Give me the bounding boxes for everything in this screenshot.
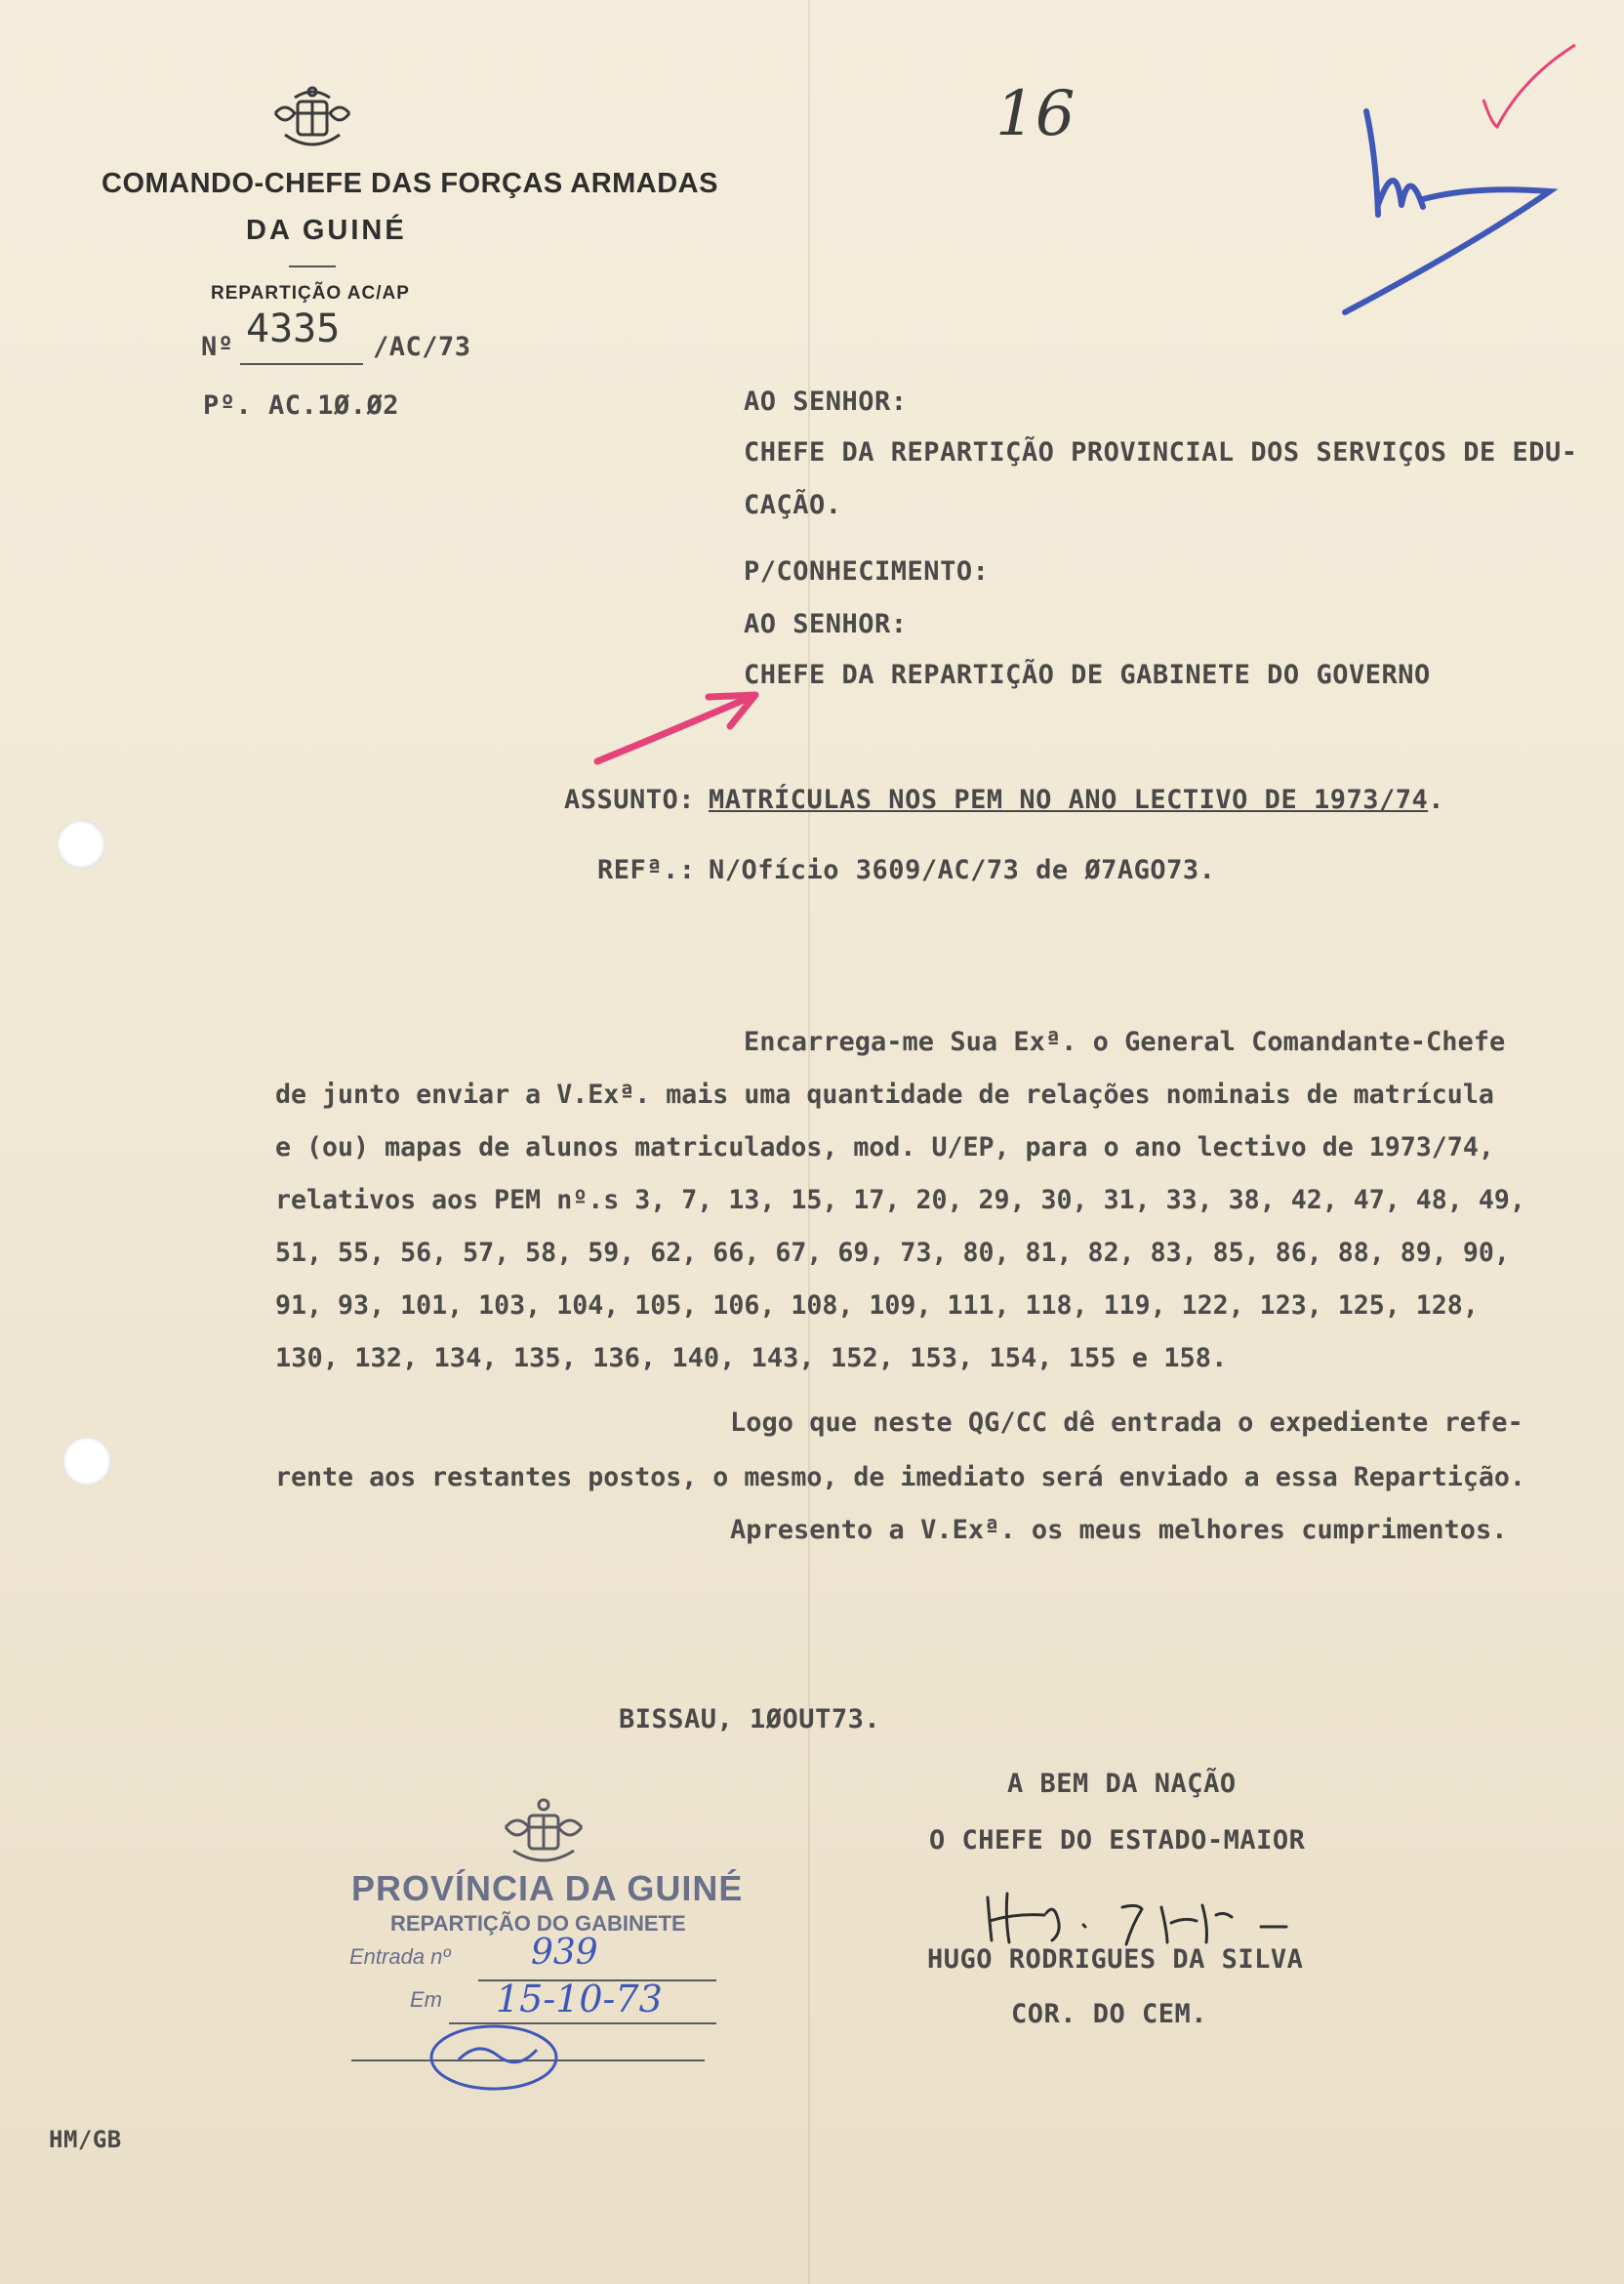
punch-hole-top [57, 820, 105, 869]
org-name-line1: COMANDO-CHEFE DAS FORÇAS ARMADAS [102, 168, 718, 199]
subject-label: ASSUNTO: [564, 785, 696, 815]
number-suffix: /AC/73 [373, 332, 471, 362]
stamp-office: REPARTIÇÃO DO GABINETE [390, 1911, 686, 1936]
place-date: BISSAU, 1ØOUT73. [619, 1704, 881, 1734]
header-divider [289, 265, 336, 267]
number-prefix: Nº [201, 332, 234, 362]
signatory-role: O CHEFE DO ESTADO-MAIOR [929, 1825, 1306, 1856]
document-number: 4335 [246, 306, 341, 351]
body-line: 130, 132, 134, 135, 136, 140, 143, 152, 153, 154, 155 e 158. [275, 1343, 1228, 1373]
body-line: Logo que neste QG/CC dê entrada o expediente refe- [730, 1407, 1523, 1438]
closing-motto: A BEM DA NAÇÃO [1007, 1769, 1237, 1799]
recipient-salutation: AO SENHOR: [744, 387, 908, 417]
body-line: 51, 55, 56, 57, 58, 59, 62, 66, 67, 69, 73, 80, 81, 82, 83, 85, 86, 88, 89, 90, [275, 1238, 1510, 1268]
number-underline [240, 363, 363, 365]
body-line: 91, 93, 101, 103, 104, 105, 106, 108, 109, 111, 118, 119, 122, 123, 125, 128, [275, 1290, 1479, 1321]
cc-recipient: CHEFE DA REPARTIÇÃO DE GABINETE DO GOVERNO [744, 660, 1431, 690]
recipient-line-2: CAÇÃO. [744, 490, 842, 520]
stamp-date-label: Em [410, 1987, 442, 2012]
body-line: Encarrega-me Sua Exª. o General Comandante-Chefe [744, 1027, 1506, 1057]
body-line: de junto enviar a V.Exª. mais uma quantidade de relações nominais de matrícula [275, 1080, 1494, 1110]
stamp-emblem-icon [492, 1796, 595, 1872]
pink-arrow-icon [591, 683, 767, 771]
process-reference: Pº. AC.1Ø.Ø2 [203, 390, 400, 421]
typist-initials: HM/GB [49, 2126, 122, 2153]
cc-label: P/CONHECIMENTO: [744, 556, 990, 587]
stamp-date-value: 15-10-73 [496, 1978, 663, 2020]
signatory-name: HUGO RODRIGUES DA SILVA [927, 1944, 1304, 1975]
handwritten-page-number: 16 [995, 78, 1076, 150]
blue-circled-initials-icon [420, 2011, 576, 2099]
stamp-entry-number: 939 [531, 1933, 598, 1973]
stamp-entry-label: Entrada nº [349, 1944, 451, 1969]
org-name-line2: DA GUINÉ [246, 215, 407, 246]
stamp-province: PROVÍNCIA DA GUINÉ [351, 1868, 744, 1908]
body-line: relativos aos PEM nº.s 3, 7, 13, 15, 17, 20, 29, 30, 31, 33, 38, 42, 47, 48, 49, [275, 1185, 1525, 1215]
body-line: rente aos restantes postos, o mesmo, de imediato será enviado a essa Repartição. [275, 1462, 1525, 1492]
reference-label: REFª.: [597, 855, 696, 885]
reference-text: N/Ofício 3609/AC/73 de Ø7AGO73. [709, 855, 1216, 885]
blue-initials-scribble-icon [1337, 98, 1562, 322]
body-line: e (ou) mapas de alunos matriculados, mod. U/EP, para o ano lectivo de 1973/74, [275, 1132, 1494, 1162]
subject-text-underlined: MATRÍCULAS NOS PEM NO ANO LECTIVO DE 1973/74 [709, 785, 1429, 815]
signatory-rank: COR. DO CEM. [1011, 1999, 1208, 2029]
punch-hole-bottom [62, 1437, 111, 1486]
body-line: Apresento a V.Exª. os meus melhores cumprimentos. [730, 1515, 1508, 1545]
cc-salutation: AO SENHOR: [744, 609, 908, 639]
subject-text: MATRÍCULAS NOS PEM NO ANO LECTIVO DE 1973/74. [709, 785, 1445, 815]
recipient-line-1: CHEFE DA REPARTIÇÃO PROVINCIAL DOS SERVIÇOS DE EDU- [744, 437, 1578, 468]
repartition-label: REPARTIÇÃO AC/AP [211, 283, 410, 304]
coat-of-arms-icon [265, 84, 359, 158]
